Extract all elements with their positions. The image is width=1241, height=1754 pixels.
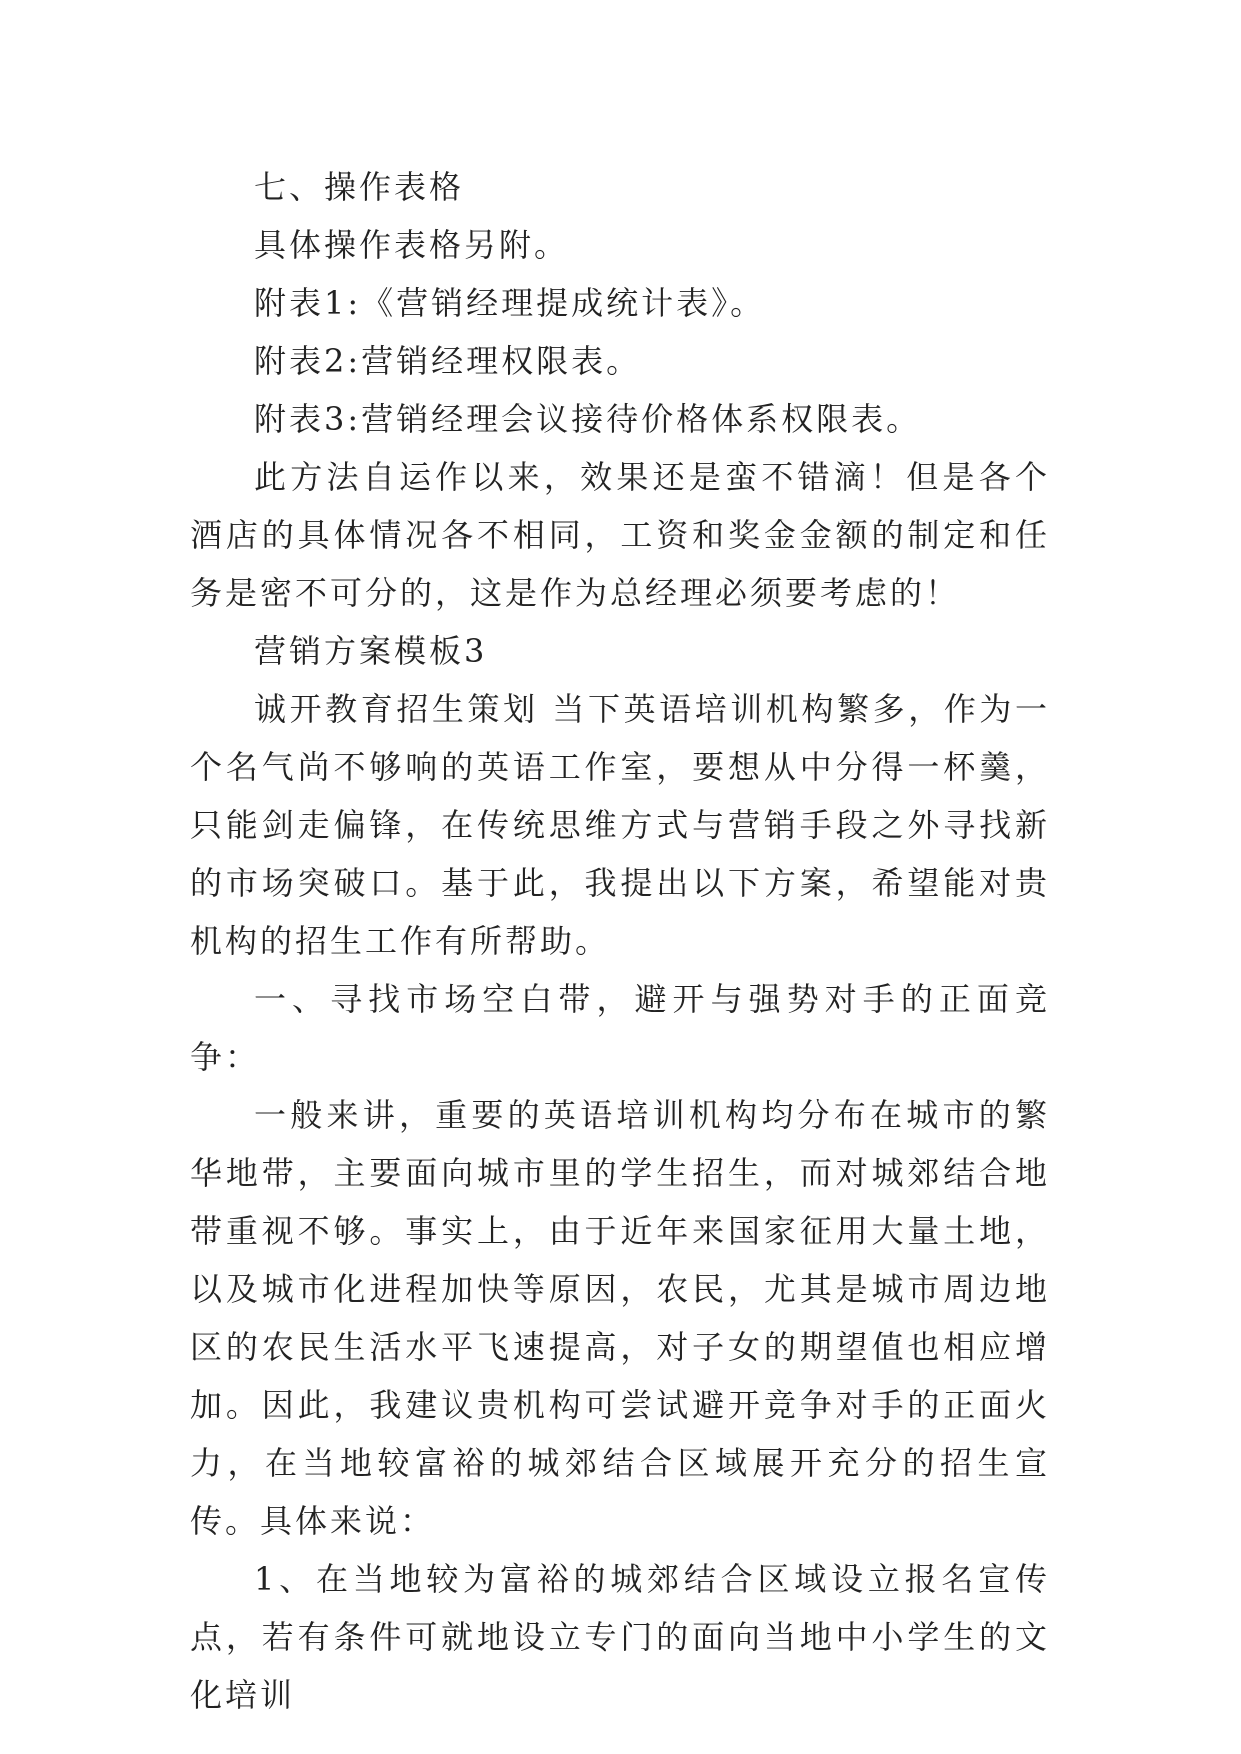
paragraph: 此方法自运作以来，效果还是蛮不错滴！但是各个酒店的具体情况各不相同，工资和奖金金额的制定和任务是密不可分的，这是作为总经理必须要考虑的！	[190, 458, 1050, 612]
appendix-item-1: 附表1:《营销经理提成统计表》。	[254, 284, 766, 322]
paragraph: 具体操作表格另附。	[254, 226, 570, 264]
document-body	[190, 158, 1050, 1724]
section-heading-market-gap: 一、寻找市场空白带，避开与强势对手的正面竞争：	[190, 980, 1050, 1076]
paragraph: 一般来讲，重要的英语培训机构均分布在城市的繁华地带，主要面向城市里的学生招生，而对城郊结合地带重视不够。事实上，由于近年来国家征用大量土地，以及城市化进程加快等原因，农民，尤其是城市周边地区的农民生活水平飞速提高，对子女的期望值也相应增加。因此，我建议贵机构可尝试避开竞争对手的正面火力，在当地较富裕的城郊结合区域展开充分的招生宣传。具体来说：	[190, 1096, 1050, 1540]
paragraph: 诚开教育招生策划 当下英语培训机构繁多，作为一个名气尚不够响的英语工作室，要想从中分得一杯羹，只能剑走偏锋，在传统思维方式与营销手段之外寻找新的市场突破口。基于此，我提出以下方案，希望能对贵机构的招生工作有所帮助。	[190, 690, 1050, 960]
list-item: 1、在当地较为富裕的城郊结合区域设立报名宣传点，若有条件可就地设立专门的面向当地中小学生的文化培训	[190, 1560, 1050, 1714]
appendix-item-3: 附表3:营销经理会议接待价格体系权限表。	[254, 400, 922, 438]
appendix-item-2: 附表2:营销经理权限表。	[254, 342, 642, 380]
template-heading: 营销方案模板3	[254, 632, 488, 670]
section-heading-operation-tables: 七、操作表格	[254, 168, 465, 206]
